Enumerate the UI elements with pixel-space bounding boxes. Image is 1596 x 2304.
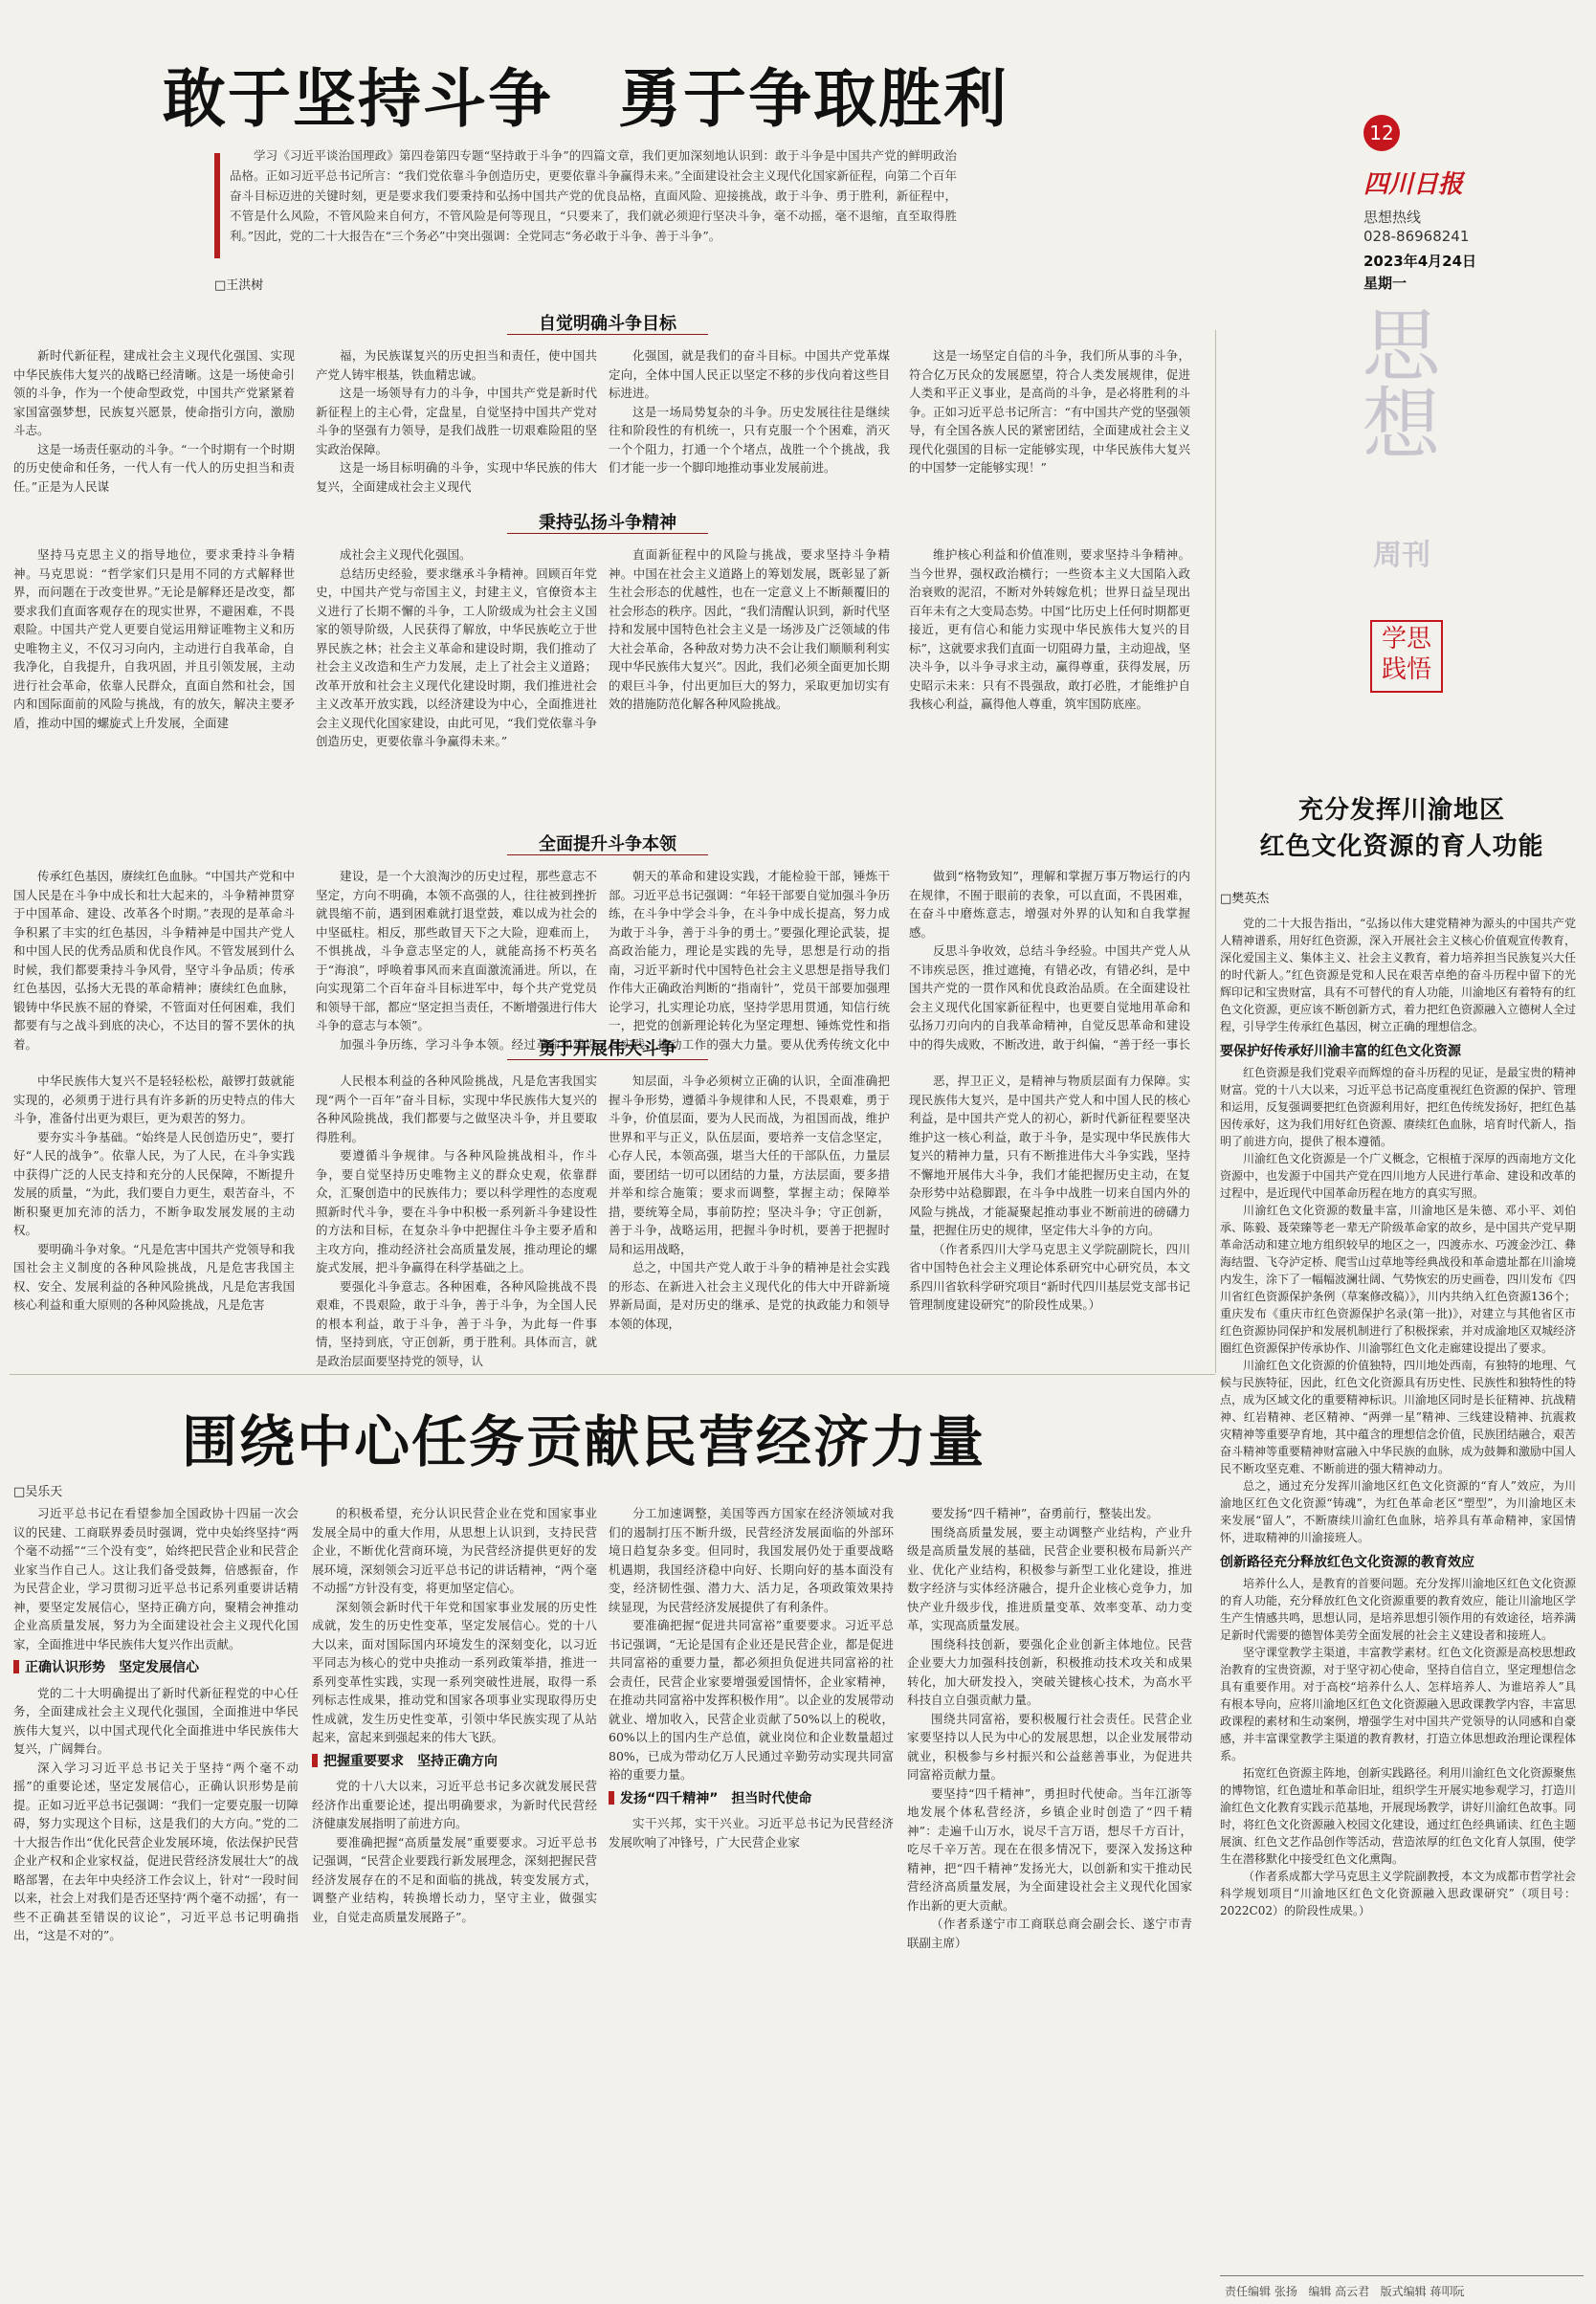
section-heading-rule — [507, 854, 708, 855]
paper-name: 四川日报 — [1363, 170, 1464, 199]
paragraph: 成社会主义现代化强国。 — [340, 547, 472, 562]
paragraph: 要遵循斗争规律。与各种风险挑战相斗，作斗争，要自觉坚持历史唯物主义的群众史观，依靠群众，汇聚创造中的民族伟力；要以科学理性的态度观照新时代斗争，要在斗争中积极一系列新斗争建设性的方法和目标，在复杂斗争中把握住斗争主要矛盾和主攻方向，推动经济社会高质量发展，推动理论的螺旋式发展，把斗争赢得在科学基础之上。 — [316, 1148, 597, 1274]
paragraph: 恶，捍卫正义，是精神与物质层面有力保障。实现民族伟大复兴，是中国共产党人和中国人民的核心利益，是中国共产党人的初心，新时代新征程要坚决维护这一核心利益，敢于斗争，是实现中华民族伟大复兴的精神力量，只有不断推进伟大斗争实践，坚持不懈地开展伟大斗争，我们才能把握历史主动，在复杂形势中站稳脚跟，在斗争中战胜一切来自国内外的风险与挑战，才能凝聚起推动事业不断前进的磅礴力量，把握住历史的规律，坚定伟大斗争的方向。 — [909, 1074, 1190, 1237]
paragraph: 习近平总书记在看望参加全国政协十四届一次会议的民建、工商联界委员时强调，党中央始终坚持“两个毫不动摇”“三个没有变”，始终把民营企业和民营企业家当作自己人。这让我们备受鼓舞，倍感振奋，作为民营企业，学习贯彻习近平总书记系列重要讲话精神，要坚定发展信心，坚持正确方向，聚精会神推动企业高质量发展，努力为全面建设社会主义现代化国家，全面推进中华民族伟大复兴作出贡献。 — [13, 1506, 299, 1651]
paragraph: 拓宽红色资源主阵地，创新实践路径。利用川渝红色文化资源聚焦的博物馆，红色遗址和革命旧址，组织学生开展实地参观学习，打造川渝红色文化教育实践示范基地，开展现场教学，讲好川渝红色故事。同时，将红色文化资源融入校园文化建设，通过红色经典诵读、红色主题展演、红色文艺作品创作等活动，营造浓厚的红色文化育人氛围，使学生在潜移默化中接受红色文化熏陶。 — [1220, 1766, 1576, 1866]
text-column — [312, 1504, 597, 2298]
text-column — [909, 545, 1190, 842]
text-column — [609, 545, 890, 842]
paragraph: 坚守课堂教学主渠道，丰富教学素材。红色文化资源是高校思想政治教育的宝贵资源，对于坚守初心使命，坚持自信自立，坚定理想信念具有重要作用。对于高校“培养什么人、怎样培养人、为谁培养人”具有根本导向，应将川渝地区红色文化资源融入思政课教学内容，丰富思政课程的素材和生动案例，增强学生对中国共产党领导的认同感和自豪感，并丰富课堂教学主渠道的教育教材，打造立体思想政治理论课程体系。 — [1220, 1646, 1576, 1762]
section-heading: 勇于开展伟大斗争 — [539, 1039, 676, 1059]
paragraph: 深刻领会新时代干年党和国家事业发展的历史性成就，发生的历史性变革，坚定发展信心。党的十八大以来，面对国际国内环境发生的深刻变化，以习近平同志为核心的党中央推动一系列政策举措，推进一系列变革性实践，实现一系列突破性进展，取得一系列标志性成果，推动党和国家各项事业实现取得历史性成就，发生历史性变革，引领中华民族实现了从站起来，富起来到强起来的伟大飞跃。 — [312, 1599, 597, 1744]
paragraph: 的积极希望，充分认识民营企业在党和国家事业发展全局中的重大作用，从思想上认识到，支持民营企业，不断优化营商环境，为民营经济提供更好的发展环境，深刻领会习近平总书记的讲话精神，“两个毫不动摇”方针没有变，将更加坚定信心。 — [312, 1506, 597, 1595]
footer-designer-label: 版式编辑 — [1380, 2285, 1427, 2298]
paragraph: 这是一场坚定自信的斗争，我们所从事的斗争，符合亿万民众的发展愿望，符合人类发展规律，促进人类和平正义事业，是高尚的斗争，是必将胜利的斗争。正如习近平总书记所言：“有中国共产党的坚强领导，有全国各族人民的紧密团结，全面建成社会主义现代化强国的目标一定能够实现，中华民族伟大复兴的中国梦一定能够实现！” — [909, 348, 1190, 475]
paragraph: 化强国，就是我们的奋斗目标。中国共产党革煤定向，全体中国人民正以坚定不移的步伐向着这些目标进进。 — [609, 348, 890, 400]
text-column — [909, 867, 1190, 1051]
paragraph: 深入学习习近平总书记关于坚持“两个毫不动摇”的重要论述，坚定发展信心，正确认识形势是前提。正如习近平总书记强调：“我们一定要克服一切障碍，努力实现这个目标，这是我们的大方向。”党的二十大报告作出“优化民营企业发展环境，依法保护民营企业产权和企业家权益，促进民营经济发展壮大”的战略部署，在去年中央经济工作会议上，针对“一段时间以来，社会上对我们是否还坚持‘两个毫不动摇’，有一些不正确甚至错误的议论”，习近平总书记明确指出，“这是不对的”。 — [13, 1760, 299, 1942]
article1-title: 敢于坚持斗争 勇于争取胜利 — [163, 62, 1009, 136]
article2-title — [1234, 792, 1569, 865]
section-heading: 要保护好传承好川渝丰富的红色文化资源 — [1220, 1044, 1461, 1059]
subsection-heading: 正确认识形势 坚定发展信心 — [13, 1659, 299, 1678]
paragraph: 中华民族伟大复兴不是轻轻松松，敲锣打鼓就能实现的，必须勇于进行具有许多新的历史特点的伟大斗争，准备付出更为艰巨，更为艰苦的努力。 — [13, 1074, 295, 1125]
text-column — [316, 545, 597, 842]
paragraph: 培养什么人，是教育的首要问题。充分发挥川渝地区红色文化资源的育人功能，充分释放红色文化资源重要的教育效应，能让川渝地区学生产生情感共鸣，思想认同，是培养思想引领作用的有效途径，培养满足新时代需要的德智体美劳全面发展的社会主义建设者和接班人。 — [1220, 1577, 1576, 1642]
article1-lead: 学习《习近平谈治国理政》第四卷第四专题“坚持敢于斗争”的四篇文章，我们更加深刻地认识到：敢于斗争是中国共产党的鲜明政治品格。正如习近平总书记所言：“我们党依靠斗争创造历史，更要依靠斗争赢得未来。”全面建设社会主义现代化国家新征程，向第二个百年奋斗目标迈进的关键时刻，更是要求我们要秉持和弘扬中国共产党的优良品格，直面风险、迎接挑战，敢于斗争、勇于胜利，新征程中，不管是什么风险，不管风险来自何方，不管风险是何等现且，“只要来了，我们就必须迎行坚决斗争，毫不动摇，毫不退缩，直至取得胜利。”因此，党的二十大报告在“三个务必”中突出强调：全党同志“务必敢于斗争、善于斗争”。 — [230, 148, 957, 243]
paragraph: 维护核心利益和价值准则，要求坚持斗争精神。当今世界，强权政治横行；一些资本主义大国陷入政治衰败的泥沼，不断对外转嫁危机；世界日益呈现出百年未有之大变局态势。中国“比历史上任何时期都更接近，更有信心和能力实现中华民族伟大复兴的目标”，这就要求我们直面一切阻碍力量，主动迎战，坚决斗争，以斗争寻求主动，赢得尊重，获得发展，历史昭示未来：只有不畏强敌，敢打必胜，才能维护自我核心利益，赢得他人尊重，筑牢国防底座。 — [909, 547, 1190, 711]
text-column — [13, 1504, 299, 2298]
section-heading: 秉持弘扬斗争精神 — [539, 513, 676, 533]
paragraph: 总结历史经验，要求继承斗争精神。回顾百年党史，中国共产党与帝国主义，封建主义，官僚资本主义进行了长期不懈的斗争，工人阶级成为社会主义国家的领导阶级，人民获得了解放，中华民族屹立于世界民族之林；社会主义革命和建设时期，我们推动了社会主义改造和生产力发展，走上了社会主义道路；改革开放和社会主义现代化建设时期，我们推进社会主义改革开放实践，以经济建设为中心，全面推进社会主义现代化国家建设，由此可见，“我们党依靠斗争创造历史，更要依靠斗争赢得未来。” — [316, 565, 597, 748]
text-column — [316, 1072, 597, 1376]
paragraph: 党的二十大明确提出了新时代新征程党的中心任务，全面建成社会主义现代化强国，全面推进中华民族伟大复兴，以中国式现代化全面推进中华民族伟大复兴，广阔舞台。 — [13, 1685, 299, 1756]
paragraph: 围绕共同富裕，要积极履行社会责任。民营企业家要坚持以人民为中心的发展思想，以企业发展带动就业，积极参与乡村振兴和公益慈善事业，为促进共同富裕贡献力量。 — [907, 1711, 1192, 1782]
paragraph: 要发扬“四千精神”，奋勇前行，整装出发。 — [931, 1506, 1159, 1520]
text-column — [909, 346, 1190, 499]
text-column — [609, 1504, 894, 2298]
paragraph: 朝天的革命和建设实践，才能检验干部，锤炼干部。习近平总书记强调：“年轻干部要自觉加强斗争历练，在斗争中学会斗争，在斗争中成长提高，努力成为敢于斗争，善于斗争的勇士。”要强化理论武装，提高政治能力，理论是实践的先导，思想是行动的指南，习近平新时代中国特色社会主义思想是指导我们作伟大正确政治判断的“指南针”，党员干部要加强理论学习，扎实理论功底，坚持学思用贯通，知信行统一，把党的创新理论转化为坚定理想、锤炼党性和指导实践，推动工作的强大力量。要从优秀传统文化中 — [609, 869, 890, 1051]
subsection-heading: 发扬“四千精神” 担当时代使命 — [609, 1790, 894, 1809]
text-column — [13, 867, 295, 1051]
paragraph: 新时代新征程，建成社会主义现代化强国、实现中华民族伟大复兴的战略已经清晰。这是一场使命引领的斗争，作为一个使命型政党，中国共产党紧紧着家国富强梦想，民族复兴愿景，使命指引方向，激励斗志。 — [13, 348, 295, 437]
paragraph: 总之，通过充分发挥川渝地区红色文化资源的“育人”效应，为川渝地区红色文化资源“铸魂”，为红色革命老区“塑型”，为川渝地区未来发展“留人”，不断赓续川渝红色血脉，培养具有革命精神，家国情怀，进取精神的川渝接班人。 — [1220, 1479, 1576, 1544]
article3-byline: □吴乐天 — [13, 1485, 63, 1499]
footer-editor2-name: 高云君 — [1335, 2285, 1370, 2298]
text-column — [609, 867, 890, 1051]
paragraph: 要准确把握“促进共同富裕”重要要求。习近平总书记强调，“无论是国有企业还是民营企业，都是促进共同富裕的重要力量，都必须担负促进共同富裕的社会责任，民营企业家要增强爱国情怀，企业家精神，在推动共同富裕中发挥积极作用”。以企业的发展带动就业、增加收入，民营企业贡献了50%以上的税收，60%以上的国内生产总值，就业岗位和企业数量超过80%，已成为带动亿万人民通过辛勤劳动实现共同富裕的重要力量。 — [609, 1618, 894, 1782]
paragraph: 要夯实斗争基础。“始终是人民创造历史”，要打好“人民的战争”。依靠人民，为了人民，在斗争实践中获得广泛的人民支持和充分的人民保障，不断提升发展的质量，“为此，我们要自力更生，艰苦奋斗，不断积聚更加充沛的活力，不断争取发展发展的主动权。 — [13, 1129, 295, 1237]
text-column — [609, 1072, 890, 1376]
paragraph: 要强化斗争意志。各种困难，各种风险挑战不畏艰难，不畏艰险，敢于斗争，善于斗争，为全国人民的根本利益，敢于斗争，善于斗争，为此每一件事情，坚持到底，守正创新，勇于胜利。具体而言，就是政治层面要坚持党的领导，认 — [316, 1278, 597, 1368]
footer-rule — [1220, 2275, 1584, 2276]
paragraph: 传承红色基因，赓续红色血脉。“中国共产党和中国人民是在斗争中成长和壮大起来的，斗争精神贯穿于中国革命、建设、改革各个时期。”表现的是革命斗争积累了丰实的红色基因，斗争精神是中国共产党人和中国人民的优秀品质和优良作风。不管发展到什么时候，我们都要秉持斗争风骨，坚守斗争品质；传承红色基因，弘扬大无畏的革命精神；赓续红色血脉，锻铸中华民族不屈的脊梁，不管面对任何困难，我们都要有与之战斗到底的决心，不达目的誓不罢休的执着。 — [13, 869, 295, 1051]
footer-editor-name: 张扬 — [1274, 2285, 1297, 2298]
paragraph: 建设，是一个大浪淘沙的历史过程，那些意志不坚定，方向不明确，本领不高强的人，往往被到挫折就畏缩不前，遇到困难就打退堂鼓，难以成为社会的中坚砥柱。相反，那些敢冒天下之大险，迎难而上，不惧挑战，斗争意志坚定的人，就能高扬不朽英名于“海浪”，呼唤着事风而来直面激流涌进。所以，在向实现第二个百年奋斗目标进军中，每个共产党党员和领导干部，都应“坚定担当责任，不断增强进行伟大斗争的意志与本领”。 — [316, 869, 597, 1032]
paragraph: 川渝红色文化资源的价值独特，四川地处西南，有独特的地理、气候与民族特征，因此，红色文化资源具有历史性、民族性和独特性的特点，成为区域文化的重要精神标识。川渝地区同时是长征精神、抗战精神、红岩精神、老区精神、“两弹一星”精神、三线建设精神、抗震救灾精神等重要孕育地，其中蕴含的理想信念价值，民族团结融合，艰苦奋斗精神等重要精神财富融入中华民族的血脉，成为鼓舞和激励中国人民不断攻坚克难、不断前进的强大精神动力。 — [1220, 1359, 1576, 1475]
section-title: 思想 — [1349, 304, 1440, 461]
paragraph: 这是一场目标明确的斗争，实现中华民族的伟大复兴，全面建成社会主义现代 — [316, 460, 597, 494]
paragraph: 这是一场责任驱动的斗争。“一个时期有一个时期的历史使命和任务，一代人有一代人的历史担当和责任。”正是为人民谋 — [13, 441, 295, 494]
page-number: 12 — [1369, 122, 1394, 144]
text-column — [13, 346, 295, 499]
paragraph: 围绕科技创新，要强化企业创新主体地位。民营企业要大力加强科技创新，积极推动技术攻关和成果转化，加大研发投入，突破关键核心技术，为高水平科技自立自强贡献力量。 — [907, 1636, 1192, 1707]
paragraph: 党的十八大以来，习近平总书记多次就发展民营经济作出重要论述，提出明确要求，为新时代民营经济健康发展指明了前进方向。 — [312, 1779, 597, 1830]
paragraph: （作者系遂宁市工商联总商会副会长、遂宁市青联副主席） — [907, 1916, 1192, 1950]
article2-body — [1220, 915, 1576, 2240]
paragraph: 福，为民族谋复兴的历史担当和责任，使中国共产党人铸牢根基，铁血精忠诚。 — [316, 348, 597, 382]
text-column — [13, 545, 295, 842]
paragraph: 围绕高质量发展，要主动调整产业结构，产业升级是高质量发展的基础，民营企业要积极布局新兴产业、优化产业结构，积极参与新型工业化建设，推进数字经济与实体经济融合，提升企业核心竞争力，加快产业升级步伐，推进质量变革、效率变革、动力变革，实现高质量发展。 — [907, 1524, 1192, 1632]
section-subtitle: 周刊 — [1373, 539, 1430, 572]
text-column — [316, 346, 597, 499]
paragraph: 这是一场领导有力的斗争，中国共产党是新时代新征程上的主心骨，定盘星，自觉坚持中国共产党对斗争的坚强有力领导，是我们战胜一切艰难险阻的坚实政治保障。 — [316, 386, 597, 456]
paragraph: 川渝红色文化资源是一个广义概念，它根植于深厚的西南地方文化资源中，也发源于中国共产党在四川地方人民进行革命、建设和改革的过程中，是近现代中国革命历程在地方的真实写照。 — [1220, 1152, 1576, 1200]
text-column — [909, 1072, 1190, 1376]
section-heading: 自觉明确斗争目标 — [539, 314, 676, 334]
paragraph: 要坚持“四千精神”，勇担时代使命。当年江浙等地发展个体私营经济，乡镇企业时创造了“四千精神”：走遍千山万水，说尽千言万语，想尽千方百计，吃尽千辛万苦。现在在很多情况下，要深入发扬这种精神，把“四千精神”发扬光大，以创新和实干推动民营经济高质量发展，为全面建设社会主义现代化国家作出新的更大贡献。 — [907, 1785, 1192, 1913]
paragraph: 红色资源是我们党艰辛而辉煌的奋斗历程的见证，是最宝贵的精神财富。党的十八大以来，习近平总书记高度重视红色资源的保护、管理和运用，反复强调要把红色资源利用好，把红色传统发扬好，把红色基因传承好，这为我们用好红色资源、赓续红色血脉，培育时代新人，指明了前进方向，提供了根本遵循。 — [1220, 1066, 1576, 1148]
footer-editor2-label: 编辑 — [1308, 2285, 1332, 2298]
article1-byline: □王洪树 — [214, 278, 264, 293]
article2-intro: 党的二十大报告指出，“弘扬以伟大建党精神为源头的中国共产党人精神谱系，用好红色资源，深入开展社会主义核心价值观宣传教育，深化爱国主义、集体主义、社会主义教育，着力培养担当民族复兴大任的时代新人。”红色资源是党和人民在艰苦卓绝的奋斗历程中留下的光辉印记和宝贵财富，具有不可替代的育人功能，川渝地区有着特有的红色文化资源，更应该不断创新方式，着力把红色资源融入立德树人全过程，引导学生传承红色基因，树立正确的理想信念。 — [1220, 917, 1576, 1033]
section-heading-rule — [507, 1059, 708, 1060]
page-number-badge — [1363, 115, 1400, 151]
lead-accent-bar — [214, 153, 220, 258]
section-heading-rule — [507, 533, 708, 534]
footer-designer-name: 蒋叩阮 — [1430, 2285, 1465, 2298]
paragraph: 川渝红色文化资源的数量丰富，川渝地区是朱德、邓小平、刘伯承、陈毅、聂荣臻等老一辈无产阶级革命家的故乡，是中国共产党早期革命活动和建立地方组织较早的地区之一，四渡赤水、巧渡金沙江、彝海结盟、飞夺泸定桥、爬雪山过草地等经典战役和革命遗址都在川渝境内发生，涂下了一幅幅波澜壮阔、气势恢宏的历史画卷，四川发布《四川省红色资源保护条例（草案修改稿）》，川内共纳入红色资源136个；重庆发布《重庆市红色资源保护名录(第一批)》，对建立与其他省区市红色资源协同保护和发展机制进行了积极探索，并对成渝地区双城经济圈红色资源保护传承协作、川渝鄂红色文化走廊建设提出了要求。 — [1220, 1204, 1576, 1355]
article-separator — [10, 1374, 1215, 1375]
paragraph: 知层面，斗争必须树立正确的认识，全面准确把握斗争形势，遵循斗争规律和人民，不畏艰难，勇于斗争，价值层面，要为人民而战，为祖国而战，维护世界和平与正义，队伍层面，要培养一支信念坚定，心存人民，本领高强，堪当大任的干部队伍，力量层面，要团结一切可以团结的力量，方法层面，要多措并举和综合施策；要求而调整，掌握主动；保障举措，要统筹全局，事前防控；坚决斗争；守正创新，善于斗争，战略运用，把握斗争时机，要善于把握时局和运用战略， — [609, 1074, 890, 1256]
section-heading: 创新路径充分释放红色文化资源的教育效应 — [1220, 1555, 1474, 1570]
section-heading-rule — [507, 334, 708, 335]
paragraph: 加强斗争历练，学习斗争本领。经过革命和建设 — [340, 1036, 597, 1051]
article3-title: 围绕中心任务贡献民营经济力量 — [182, 1409, 986, 1474]
text-column — [13, 1072, 295, 1376]
hotline-label: 思想热线 — [1363, 209, 1422, 226]
paragraph: 直面新征程中的风险与挑战，要求坚持斗争精神。中国在社会主义道路上的筹划发展，既彰显了新生社会形态的优越性，也在一定意义上不断颠覆旧的社会形态的秩序。因此，“我们清醒认识到，新时代坚持和发展中国特色社会主义是一场涉及广泛领域的伟大社会革命，各种敌对势力决不会让我们顺顺利利实现中华民族伟大复兴”。因此，我们必须全面更加长期的艰巨斗争，付出更加巨大的努力，采取更加切实有效的措施防范化解各种风险挑战。 — [609, 547, 890, 711]
paragraph: 总之，中国共产党人敢于斗争的精神是社会实践的形态、在新进入社会主义现代化的伟大中开辟新境界新局面，是对历史的继承、是党的执政能力和领导本领的体现， — [609, 1260, 890, 1331]
issue-weekday: 星期一 — [1363, 275, 1408, 292]
paragraph: 反思斗争收效，总结斗争经验。中国共产党人从不讳疾忌医，推过遮掩，有错必改，有错必纠，是中国共产党的一贯作风和优良政治品质。在全面建设社会主义现代化国家新征程中，也更要自觉地用革命和弘扬刀刃向内的自我革命精神，自觉反思革命和建设中的得失成败，不断改进，敢于纠偏，“善于经一事长 — [909, 943, 1190, 1051]
paragraph: （作者系四川大学马克思主义学院副院长，四川省中国特色社会主义理论体系研究中心研究员，本文系四川省软科学研究项目“新时代四川基层党支部书记管理制度建设研究”的阶段性成果。） — [909, 1241, 1190, 1312]
paragraph: 要准确把握“高质量发展”重要要求。习近平总书记强调，“民营企业要践行新发展理念，深刻把握民营经济发展存在的不足和面临的挑战，转变发展方式，调整产业结构，转换增长动力，坚守主业，做强实业，自觉走高质量发展路子”。 — [312, 1834, 597, 1924]
article2-title-line2: 红色文化资源的育人功能 — [1259, 832, 1544, 861]
column-divider — [1215, 330, 1216, 1373]
paragraph: 实干兴邦，实干兴业。习近平总书记为民营经济发展吹响了冲锋号，广大民营企业家 — [609, 1816, 894, 1850]
paragraph: 这是一场局势复杂的斗争。历史发展往往是继续往和阶段性的有机统一，只有克服一个个困难，消灭一个个阻力，打通一个个堵点，战胜一个个挑战，我们才能一步一个脚印地推动事业发展前进。 — [609, 404, 890, 475]
text-column — [316, 867, 597, 1051]
column-logo: 学思践悟 — [1370, 620, 1443, 693]
paragraph: 要明确斗争对象。“凡是危害中国共产党领导和我国社会主义制度的各种风险挑战，凡是危害我国主权、安全、发展利益的各种风险挑战，凡是危害我国核心利益和重大原则的各种风险挑战，凡是危害 — [13, 1241, 295, 1312]
footer-editor-label: 责任编辑 — [1225, 2285, 1272, 2298]
section-heading: 全面提升斗争本领 — [539, 834, 676, 854]
issue-date: 2023年4月24日 — [1363, 253, 1477, 270]
article2-title-line1: 充分发挥川渝地区 — [1297, 796, 1505, 825]
hotline-number: 028-86968241 — [1363, 228, 1470, 245]
paragraph: 坚持马克思主义的指导地位，要求秉持斗争精神。马克思说：“哲学家们只是用不同的方式解释世界，而问题在于改变世界。”无论是解释还是改变，都要求我们直面客观存在的现实世界，不避困难，不畏艰险。中国共产党人更要自觉运用辩证唯物主义和历史唯物主义，不仅习习向内，主动进行自我革命，自我净化，自我提升，自我巩固，并且引领发展，主动进行社会革命，依靠人民群众，直面自然和社会，国内和国际面前的风险与挑战，有的放矢，解决主要矛盾，推动中国的螺旋式上升发展，全面建 — [13, 547, 295, 730]
article2-byline: □樊英杰 — [1220, 892, 1270, 906]
paragraph: 做到“格物致知”，理解和掌握万事万物运行的内在规律，不囿于眼前的表象，可以直面，不畏困难，在奋斗中磨炼意志，增强对外界的认知和自我掌握感。 — [909, 869, 1190, 940]
text-column — [907, 1504, 1192, 2298]
footer-credits — [1225, 2283, 1464, 2299]
text-column — [609, 346, 890, 499]
subsection-heading: 把握重要要求 坚持正确方向 — [312, 1753, 597, 1772]
paragraph: 分工加速调整，美国等西方国家在经济领域对我们的遏制打压不断升级，民营经济发展面临的外部环境日趋复杂多变。但同时，我国发展仍处于重要战略机遇期，我国经济稳中向好、长期向好的基本面没有变，经济韧性强、潜力大、活力足，各项政策效果持续显现，为民营经济发展提供了有利条件。 — [609, 1506, 894, 1614]
paragraph: 人民根本利益的各种风险挑战，凡是危害我国实现“两个一百年”奋斗目标，实现中华民族伟大复兴的各种风险挑战，我们都要与之做坚决斗争，并且要取得胜利。 — [316, 1074, 597, 1144]
paragraph: （作者系成都大学马克思主义学院副教授，本文为成都市哲学社会科学规划项目“川渝地区红色文化资源融入思政课研究”（项目号：2022C02）的阶段性成果。） — [1220, 1870, 1576, 1917]
